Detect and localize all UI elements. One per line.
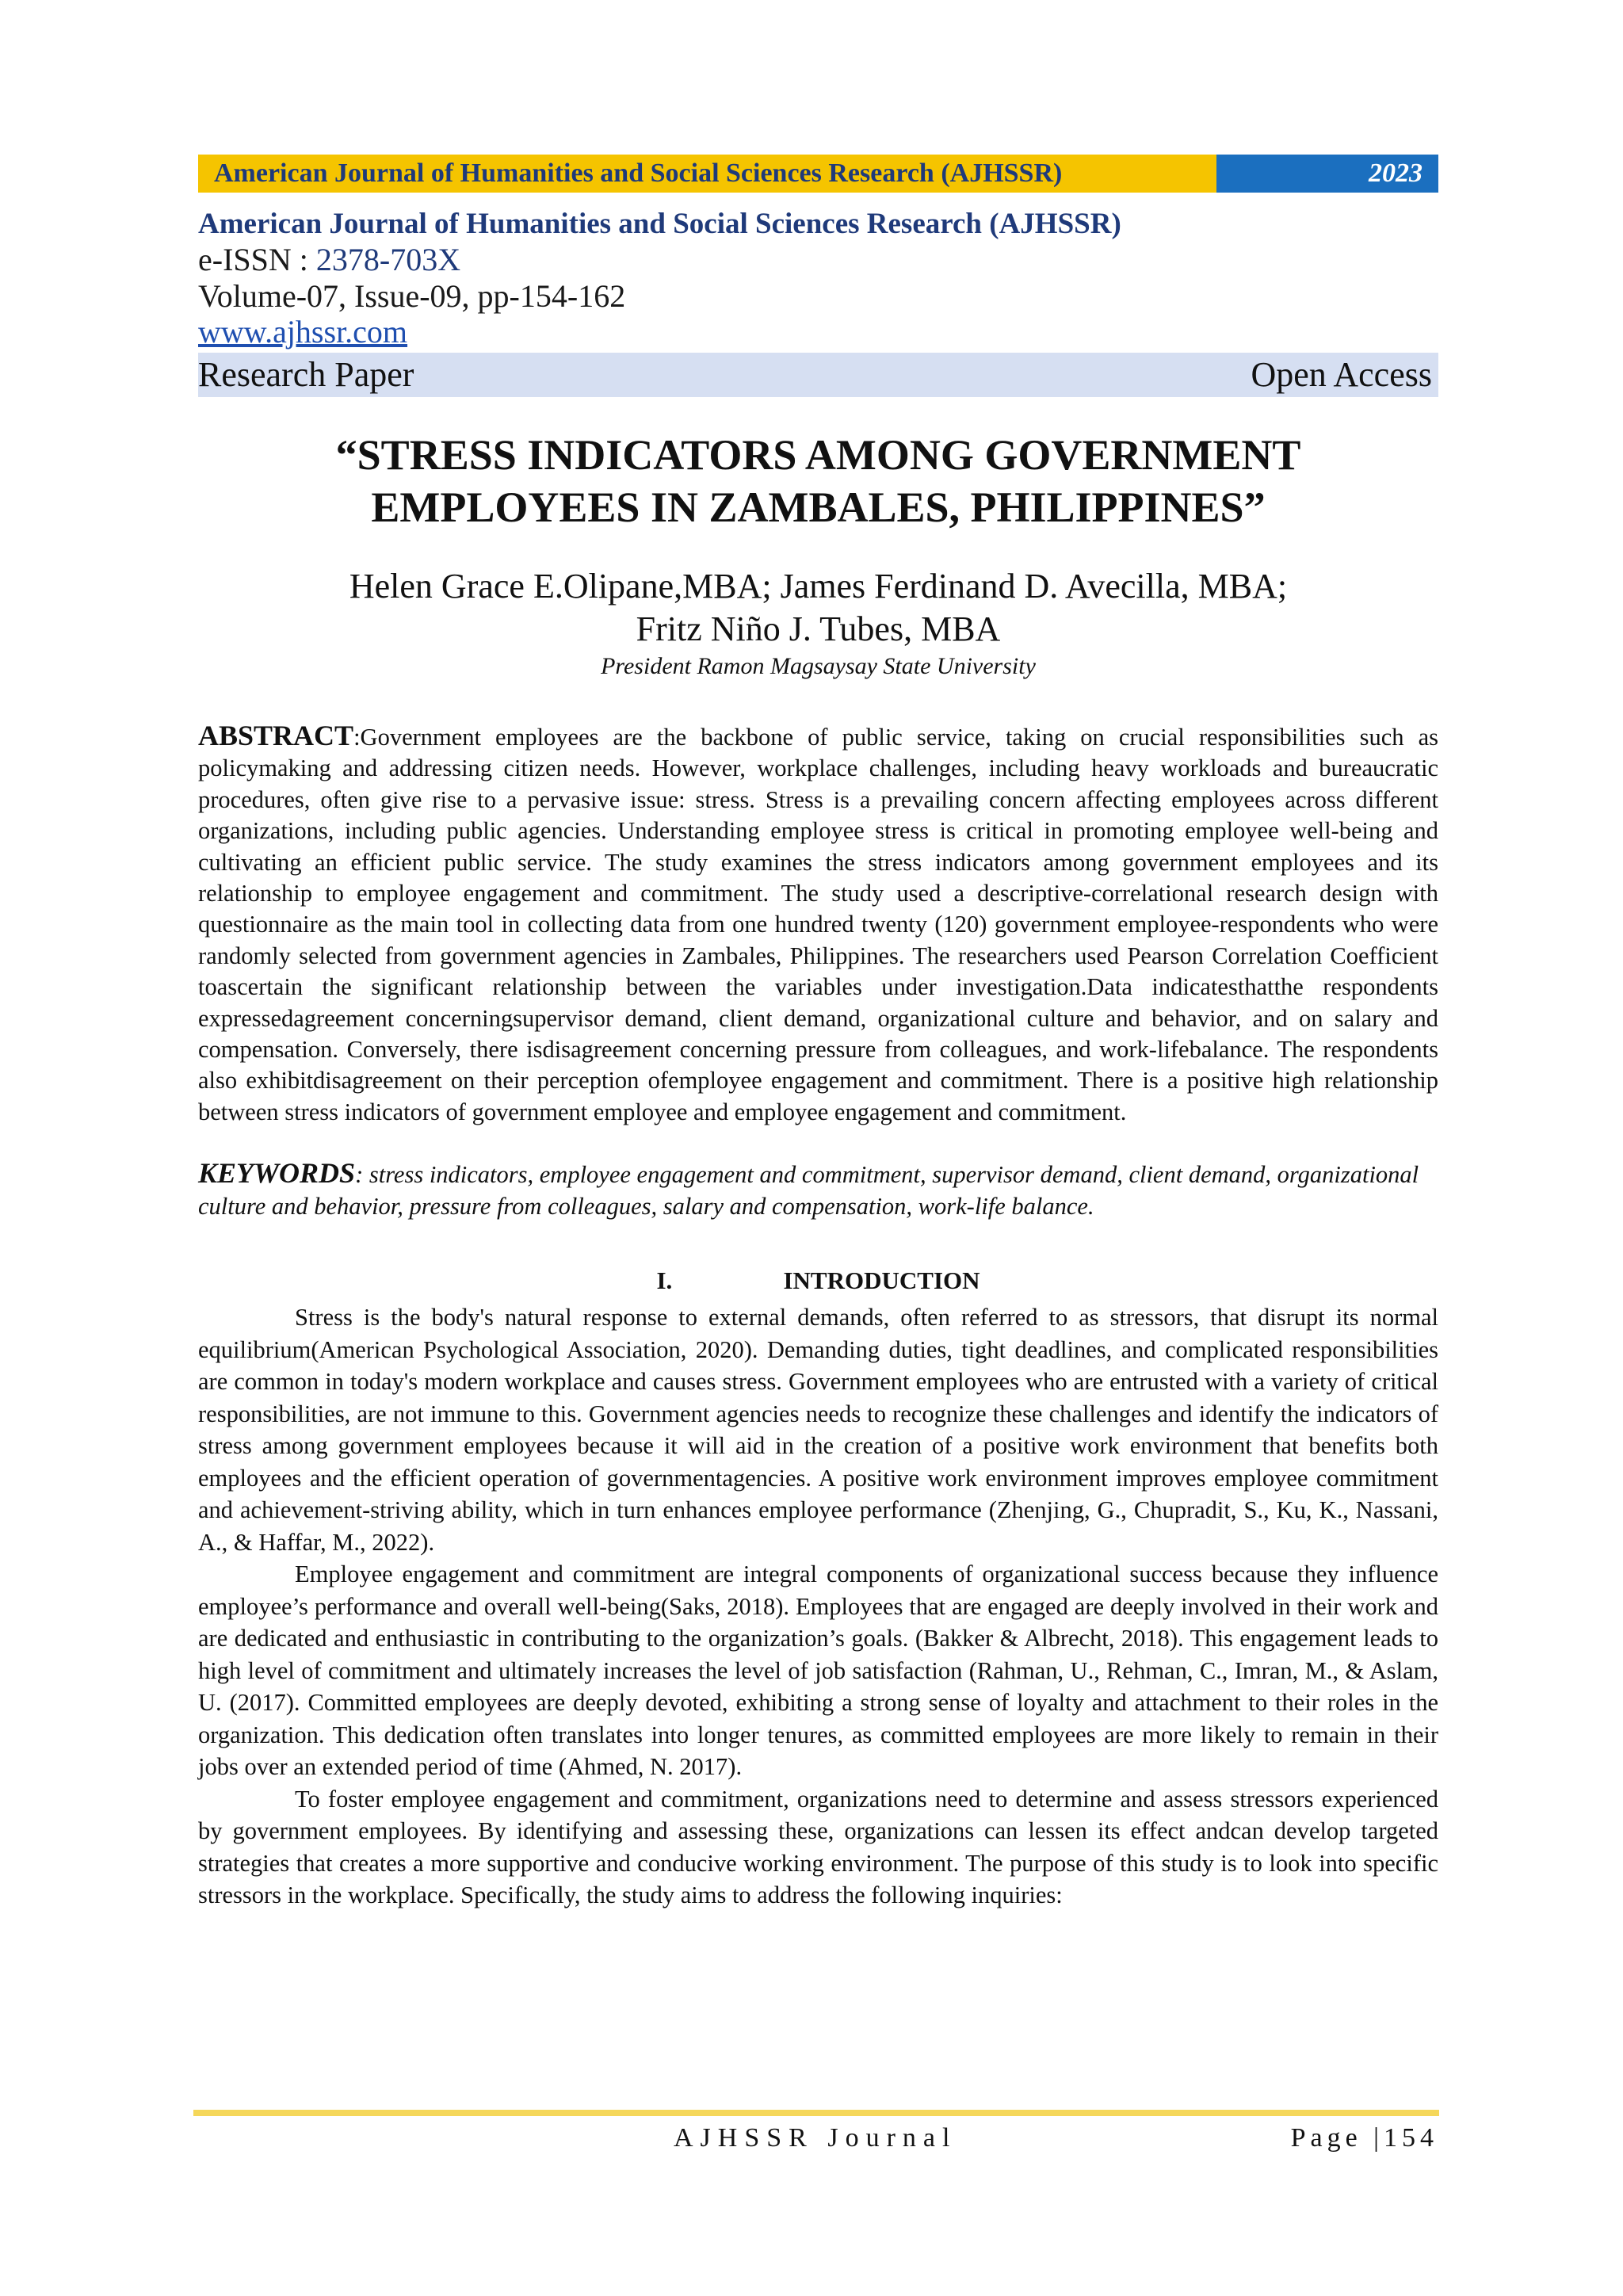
abstract-text: :Government employees are the backbone of public service, taking on crucial responsibilities such as policymaking and addressing citizen needs. However, workplace challenges, including heavy workloads and bureaucratic procedures, often give rise to a pervasive issue: stress. Stress is a prevailing concern affecting employees across different organizations, including public agencies. Understanding employee stress is critical in promoting employee well-being and cultivating an efficient public service. The study examines the stress indicators among government employees and its relationship to employee engagement and commitment. The study used a descriptive-correlational research design with questionnaire as the main tool in collecting data from one hundred twenty (120) government employee-respondents who were randomly selected from government agencies in Zambales, Philippines. The researchers used Pearson Correlation Coefficient toascertain the significant relationship between the variables under investigation.Data indicatesthatthe respondents expressedagreement concerningsupervisor demand, client demand, organizational culture and behavior, and on salary and compensation. Conversely, there isdisagreement concerning pressure from colleagues, and work-lifebalance. The respondents also exhibitdisagreement on their perception ofemployee engagement and commitment. There is a positive high relationship between stress indicators of government employee and employee engagement and commitment. (198, 724, 1438, 1125)
body-paragraph: Stress is the body's natural response to external demands, often referred to as stressors, that disrupt its normal equilibrium(American Psychological Association, 2020). Demanding duties, tight deadlines, and complicated responsibilities are common in today's modern workplace and causes stress. Government employees who are entrusted with a variety of critical responsibilities, are not immune to this. Government agencies needs to recognize these challenges and identify the indicators of stress among government employees because it will aid in the creation of a positive work environment that benefits both employees and the efficient operation of governmentagencies. A positive work environment improves employee commitment and achievement-striving ability, which in turn enhances employee performance (Zhenjing, G., Chupradit, S., Ku, K., Nassani, A., & Haffar, M., 2022). (198, 1304, 1438, 1556)
open-access-label: Open Access (1251, 355, 1432, 394)
footer-rule (193, 2110, 1439, 2116)
author-line-2: Fritz Niño J. Tubes, MBA (636, 609, 1001, 648)
introduction-body (198, 1301, 1438, 1912)
paper-title-line-1: “STRESS INDICATORS AMONG GOVERNMENT (335, 431, 1301, 479)
paper-title-line-2: EMPLOYEES IN ZAMBALES, PHILIPPINES” (371, 483, 1266, 531)
paper-page (198, 155, 1438, 1912)
paper-type-bar (198, 353, 1438, 397)
eissn-line (198, 242, 1438, 278)
keywords-text: : stress indicators, employee engagement and commitment, supervisor demand, client demand, organizational culture and behavior, pressure from colleagues, salary and compensation, work-life balance. (198, 1161, 1419, 1220)
journal-website-link[interactable]: www.ajhssr.com (198, 314, 408, 350)
body-paragraph: Employee engagement and commitment are integral components of organizational success because they influence employee’s performance and overall well-being(Saks, 2018). Employees that are engaged are deeply involved in their work and are dedicated and enthusiastic in contributing to the organization’s goals. (Bakker & Albrecht, 2018). This engagement leads to high level of commitment and ultimately increases the level of job satisfaction (Rahman, U., Rehman, C., Imran, M., & Aslam, U. (2017). Committed employees are deeply devoted, exhibiting a strong sense of loyalty and attachment to their roles in the organization. This dedication often translates into longer tenures, as committed employees are more likely to remain in their jobs over an extended period of time (Ahmed, N. 2017). (198, 1561, 1438, 1781)
paper-title (198, 429, 1438, 533)
volume-issue: Volume-07, Issue-09, pp-154-162 (198, 278, 626, 314)
author-line-1: Helen Grace E.Olipane,MBA; James Ferdinand D. Avecilla, MBA; (349, 567, 1288, 606)
body-paragraph: To foster employee engagement and commitment, organizations need to determine and assess stressors experienced by government employees. By identifying and assessing these, organizations can lessen its effect andcan develop targeted strategies that creates a more supportive and conducive working environment. The purpose of this study is to look into specific stressors in the workplace. Specifically, the study aims to address the following inquiries: (198, 1785, 1438, 1909)
abstract (198, 720, 1438, 1128)
author-list (198, 565, 1438, 651)
journal-band-title: American Journal of Humanities and Social Sciences Research (AJHSSR) (198, 155, 1216, 193)
footer-page-value: 154 (1384, 2123, 1438, 2153)
section-number: I. (656, 1266, 673, 1295)
journal-band-year: 2023 (1216, 155, 1438, 193)
journal-name: American Journal of Humanities and Social Sciences Research (AJHSSR) (198, 208, 1121, 240)
paper-type-label: Research Paper (198, 355, 414, 394)
abstract-label: ABSTRACT (198, 720, 354, 751)
keywords-label: KEYWORDS (198, 1157, 356, 1190)
keywords (198, 1158, 1438, 1222)
eissn-value: 2378-703X (315, 242, 461, 277)
eissn-label: e-ISSN : (198, 242, 316, 277)
footer-page-number (1291, 2121, 1438, 2156)
author-affiliation: President Ramon Magsaysay State University (601, 653, 1036, 679)
footer-page-label: Page | (1290, 2123, 1384, 2153)
section-heading-introduction (198, 1265, 1438, 1297)
section-title: INTRODUCTION (783, 1266, 980, 1295)
journal-header-band (198, 155, 1438, 193)
footer-journal-name: AJHSSR Journal (674, 2123, 957, 2153)
